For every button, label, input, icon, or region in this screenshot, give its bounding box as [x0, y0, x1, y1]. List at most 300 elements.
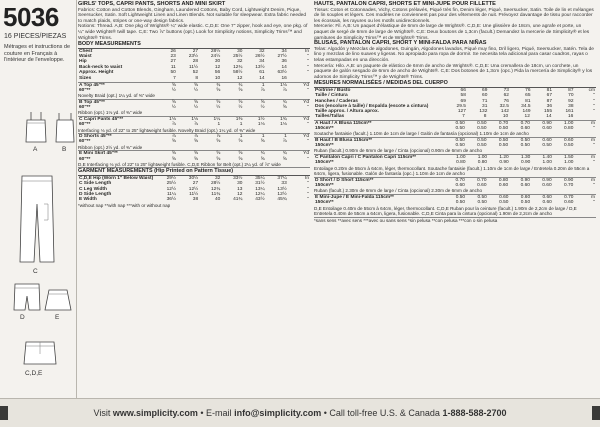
value-cell: 34	[281, 48, 287, 54]
value-cell: 87	[568, 87, 574, 93]
value-cell: 1⅛	[169, 116, 176, 122]
taille-cell: 8	[466, 114, 488, 120]
value-cell: 0.60	[455, 183, 465, 189]
value-cell: 1⅜	[235, 116, 243, 122]
value-cell: 56	[214, 69, 221, 75]
value-cell: ⅝	[194, 82, 199, 88]
yardage-table	[314, 121, 596, 132]
view-a-sketch	[22, 110, 50, 144]
value-cell: 155	[543, 109, 552, 115]
row-label: E Width	[79, 197, 97, 203]
value-cell: ⅞	[194, 122, 199, 128]
french-spanish-footnotes: *sans sens **avec sens ***avec ou sans sens *sin pelusa **con pelusa ***con o sin pelusa	[314, 217, 498, 223]
value-cell: ⅝	[194, 99, 199, 105]
value-cell: 73	[503, 87, 509, 93]
value-cell: 1.00	[564, 160, 574, 166]
row-label: Taille / Cintura	[315, 93, 348, 99]
value-cell: ⅝	[194, 139, 199, 145]
value-cell: 52	[192, 69, 199, 75]
yardage-note: Entoilage 0.20m de 55cm à 64cm, léger, thermocollant. Soutache fantaisie (facult.) 1.10m de 1cm de large / Entretela 0.20m de 55cm a 64cm, ligera, fusionable. Galón de fantasía (opc.) 1.10m de 1cm de ancho	[314, 166, 596, 178]
value-cell: ⅞	[171, 122, 176, 128]
value-cell: "	[593, 160, 595, 166]
value-cell: 0.50	[498, 137, 509, 143]
value-cell: 0.70	[520, 120, 530, 126]
yardage-view-block	[78, 134, 310, 151]
value-cell: 26	[170, 48, 176, 54]
value-cell: "	[593, 143, 595, 149]
value-cell: m	[591, 177, 595, 183]
value-cell: 0.60	[542, 183, 552, 189]
view-cde-sketch	[20, 340, 60, 366]
value-cell: "	[307, 54, 309, 60]
yardage-note: Ribbon (opt.) 1⅛ yd. of ⅜" wide	[78, 110, 310, 117]
value-cell: ½	[194, 87, 199, 93]
value-cell: "	[593, 98, 595, 104]
yardage-note: Ribbon (opt.) 2½ yd. of ⅜" wide	[78, 145, 310, 152]
value-cell: 12	[214, 64, 221, 70]
value-cell: 0.50	[477, 195, 487, 201]
value-cell: 1.00	[477, 155, 488, 161]
value-cell: 23½	[188, 54, 199, 60]
value-cell: 30	[237, 48, 243, 54]
value-cell: 0.60	[520, 125, 530, 131]
spanish-title: BLUSAS, PANTALON CAPRI, SHORT Y MINI-FALDA PARA NIÑAS	[314, 40, 487, 47]
view-a-label: A	[33, 146, 38, 153]
value-cell: 0.60	[542, 195, 552, 201]
value-cell: 0.60	[477, 183, 487, 189]
value-cell: 0.60	[520, 183, 530, 189]
row-label: 150cm**	[315, 200, 334, 206]
telas-text: Telas: Algodón y Mezclas de algodones, Guingán, Algodones lavados, Piqué muy fino, Dril ligero, Piqué, Seersucker, Satén. Tela de lino y mezclas de lino suaves y ligeras. No apropiado para ropa de dormir. Se necesita tela adicional para casar cuadros, rayas o telas estampadas en una dirección.	[314, 46, 594, 63]
value-cell: 23	[170, 54, 176, 60]
value-cell: ¾	[282, 151, 287, 157]
value-cell: ⅝	[171, 82, 176, 88]
value-cell: 30½	[188, 176, 199, 182]
value-cell: 12¾	[210, 186, 221, 192]
value-cell: 11	[170, 64, 176, 70]
value-cell: 1	[239, 134, 243, 140]
value-cell: 76	[525, 87, 531, 93]
value-cell: 76	[503, 98, 509, 104]
value-cell: 12	[237, 191, 243, 197]
value-cell: Yd	[303, 134, 309, 140]
value-cell: ½	[260, 105, 265, 111]
value-cell: 0.50	[455, 125, 465, 131]
value-cell: ½	[194, 105, 199, 111]
value-cell: 58½	[233, 69, 243, 75]
value-cell: ⅝	[238, 156, 243, 162]
value-cell: ⅝	[238, 151, 243, 157]
value-cell: 13½	[255, 64, 265, 70]
view-c-label: C	[33, 268, 38, 275]
left-column	[0, 0, 77, 398]
call-text: • Call toll-free U.S. & Canada	[323, 408, 440, 418]
mercerie-text: Mercerie: Fil. A,B: Un paquet d'élastique de 6mm de large de Wrights®. C,D,E: Une glissière de 18cm, une agrafe et porte, un paquet de sergé de 6mm de large de Wrights®. C,E: Deux boutons de 1,3cm (facult.) Demandez la mercerie de Simplicity® et les garnitures de Simplicity Trims™ et de Wrights® Trims.	[314, 24, 590, 41]
value-cell: 1	[261, 82, 265, 88]
value-cell: 0.90	[499, 160, 509, 166]
mesures-table	[314, 88, 596, 114]
row-label: Hanches / Caderas	[315, 98, 358, 104]
row-label: E Mini-Jupe / E Mini-Falda 115cm**	[315, 195, 394, 201]
value-cell: 1⅛	[280, 122, 287, 128]
value-cell: 0.50	[477, 137, 487, 143]
value-cell: 26½	[255, 54, 265, 60]
value-cell: Yd	[303, 82, 309, 88]
yardage-table	[78, 83, 310, 94]
value-cell: 149	[522, 109, 531, 115]
value-cell: 32	[259, 48, 265, 54]
value-cell: 35¼	[255, 176, 265, 182]
value-cell: ⅝	[216, 87, 221, 93]
sizes-label: Sizes	[78, 76, 155, 82]
value-cell: ⅝	[194, 151, 199, 157]
value-cell: 32	[214, 176, 221, 182]
value-cell: "	[307, 156, 309, 162]
value-cell: m	[591, 120, 595, 126]
row-label: 60"**	[79, 156, 91, 162]
value-cell: 50	[170, 69, 176, 75]
value-cell: 45¾	[277, 197, 287, 203]
value-cell: 1.40	[542, 155, 552, 161]
value-cell: 13½	[277, 186, 287, 192]
value-cell: Yd	[303, 99, 309, 105]
value-cell: 0.60	[498, 183, 509, 189]
value-cell: ⅝	[260, 156, 265, 162]
value-cell: 0.80	[477, 160, 488, 166]
value-cell: 1⅛	[257, 122, 265, 128]
english-column	[78, 2, 310, 398]
mesures-heading: MESURES NORMALISÉES / MEDIDAS DEL CUERPO	[314, 81, 596, 88]
value-cell: 1	[284, 134, 287, 140]
row-label: C Side Length	[79, 181, 112, 187]
yardage-table	[314, 138, 596, 149]
row-label: 60"**	[79, 122, 91, 128]
value-cell: "	[307, 191, 309, 197]
yardage-note: D,E Interfacing ⅛ yd. of 22" to 25" lightweight fusible. C,D,E Ribbon for Belt (opt.) 2¼ yd. of ⅞" wide	[78, 162, 310, 169]
yardage-note: Novelty Braid (opt.) 1¼ yd. of ⅜" wide	[78, 93, 310, 100]
row-label: 60"**	[79, 87, 91, 93]
yardage-table	[78, 100, 310, 111]
taille-cell: 16	[553, 114, 575, 120]
value-cell: ⅝	[260, 99, 265, 105]
value-cell: m	[591, 137, 595, 143]
value-cell: 0.50	[477, 125, 487, 131]
value-cell: 65	[525, 93, 531, 99]
size-cell: 12	[221, 76, 243, 82]
row-label: B Haut / B Blusa 115cm**	[315, 137, 373, 143]
body-measurements-heading: BODY MEASUREMENTS	[78, 42, 310, 49]
value-cell: 0.90	[520, 177, 530, 183]
value-cell: 0.50	[455, 137, 465, 143]
value-cell: 0.60	[564, 137, 574, 143]
row-label: Hip	[79, 59, 87, 65]
value-cell: 0.50	[455, 200, 466, 206]
yardage-table	[78, 117, 310, 128]
row-label: C,D,E Hip (Worn 1" Below Waist)	[79, 176, 154, 182]
value-cell: ¾	[216, 82, 221, 88]
value-cell: ⅝	[171, 139, 176, 145]
row-label: Poitrine / Busto	[315, 87, 351, 93]
value-cell: 61	[259, 69, 265, 75]
value-cell: 0.90	[563, 177, 574, 183]
body-measurement-row	[78, 70, 310, 75]
size-cell: 7	[155, 76, 177, 82]
row-label: A Top 45"**	[79, 82, 105, 88]
value-cell: 1	[239, 122, 243, 128]
taille-cell: 14	[531, 114, 553, 120]
value-cell: 1⅛	[280, 82, 287, 88]
value-cell: 0.70	[455, 177, 465, 183]
value-cell: ⅞	[194, 134, 199, 140]
row-label: B Top 45"**	[79, 99, 105, 105]
view-e-sketch	[44, 288, 72, 312]
size-unit-cell	[288, 76, 310, 82]
garment-measurements-heading: GARMENT MEASUREMENTS (Hip Printed on Pattern Tissue)	[78, 169, 310, 176]
value-cell: 81	[546, 87, 552, 93]
value-cell: 43½	[255, 197, 265, 203]
value-cell: "	[593, 93, 595, 99]
row-label: 150cm**	[315, 160, 334, 166]
value-cell: 71	[482, 98, 488, 104]
value-cell: "	[307, 186, 309, 192]
value-cell: 34.5	[521, 103, 531, 109]
value-cell: 31½	[255, 181, 265, 187]
email-link[interactable]: info@simplicity.com	[234, 408, 322, 418]
value-cell: ⅝	[216, 151, 221, 157]
value-cell: "	[593, 200, 595, 206]
value-cell: 13	[237, 186, 243, 192]
value-cell: 0.60	[520, 195, 531, 201]
value-cell: In	[304, 176, 309, 182]
size-cell: 14	[243, 76, 265, 82]
value-cell: 11¾	[211, 191, 221, 197]
value-cell: 0.50	[520, 137, 530, 143]
value-cell: 1.00	[564, 120, 574, 126]
yardage-note: Ruban (facult.) 0.90m de 6mm de large / Cinta (opcional) 0.90m de 6mm de ancho	[314, 148, 596, 155]
yardage-view-block	[314, 195, 596, 218]
value-cell: "	[307, 197, 309, 203]
value-cell: 38	[568, 103, 574, 109]
value-cell: 30	[237, 181, 243, 187]
value-cell: 127	[457, 109, 466, 115]
value-cell: 13¼	[255, 186, 265, 192]
value-cell: ⅞	[260, 87, 265, 93]
value-cell: 34	[259, 59, 265, 65]
value-cell: 28	[192, 59, 199, 65]
value-cell: 66	[460, 87, 466, 93]
value-cell: ⅞	[171, 134, 176, 140]
value-cell: "	[593, 183, 595, 189]
view-d-label: D	[20, 314, 25, 321]
tailles-label: Tailles/Tallas	[314, 114, 444, 120]
yardage-view-block	[314, 121, 596, 138]
notions-text: Notions: Thread. A,B: One pkg of Wrights® ¼" wide elastic. C,D,E: One 7" zipper, hook and eye, one pkg. of ¼" wide Wrights® twill tape. C,E: Two ⅞" buttons (opt.) Look for Simplicity notions, Simplicity Trims™ and Wrights® Trims.	[78, 24, 308, 41]
yardage-view-block	[78, 83, 310, 100]
value-cell: 0.70	[563, 183, 574, 189]
value-cell: ⅞	[216, 134, 221, 140]
english-footnotes: *without nap **with nap ***with or without nap	[78, 202, 171, 208]
value-cell: "	[593, 125, 595, 131]
phone-number[interactable]: 1-888-588-2700	[442, 408, 507, 418]
value-cell: ⅝	[282, 105, 287, 111]
value-cell: 0.90	[520, 160, 531, 166]
taille-unit-cell	[574, 114, 596, 120]
view-e-label: E	[55, 314, 60, 321]
view-cde-label: C,D,E	[25, 370, 43, 377]
yardage-view-block	[78, 151, 310, 168]
taille-cell: 7	[444, 114, 466, 120]
row-label: Approx. Height	[79, 69, 114, 75]
view-b-label: B	[62, 146, 67, 153]
value-cell: 27	[192, 48, 199, 54]
value-cell: 0.70	[498, 120, 509, 126]
pieces-count: 16 PIECES/PIEZAS	[4, 33, 67, 40]
value-cell: ¾	[282, 99, 287, 105]
email-label: • E-mail	[200, 408, 232, 418]
value-cell: 0.50	[455, 143, 465, 149]
contact-footer	[0, 398, 600, 427]
value-cell: 60	[482, 93, 488, 99]
size-cell: 8	[177, 76, 199, 82]
yardage-note: D,E Entoilage 0.40m de 55cm à 64cm, léger, thermocollant. C,D,E Ruban pour la ceinture (facult.) 1.90m de 2,2cm de large / D,E Entretela 0.40m de 55cm a 64cm, ligera, fusionable. C,D,E Cinta para la cintura (opcional) 1.90m de 2,2cm de ancho	[314, 206, 596, 218]
value-cell: ⅝	[171, 99, 176, 105]
value-cell: 27	[170, 59, 176, 65]
value-cell: 0.80	[456, 160, 466, 166]
value-cell: ⅝	[216, 99, 221, 105]
french-spanish-column	[314, 2, 596, 398]
english-title: GIRLS' TOPS, CAPRI PANTS, SHORTS AND MINI SKIRT	[78, 1, 226, 7]
row-label: Chest	[79, 48, 93, 54]
value-cell: 0.50	[477, 200, 487, 206]
yardage-note: Soutache fantaisie (facult.) 1.10m de 1cm de large / Galón de fantasía (opcional) 1.10m de 1cm de ancho	[314, 131, 596, 138]
value-cell: "	[307, 87, 309, 93]
value-cell: 12¾	[233, 64, 243, 70]
value-cell: 12½	[166, 186, 176, 192]
row-label: E Mini Skirt 45"**	[79, 151, 118, 157]
value-cell: 0.50	[520, 143, 530, 149]
value-cell: 28½	[210, 181, 221, 187]
website-link[interactable]: www.simplicity.com	[112, 408, 198, 418]
value-cell: ⅝	[171, 151, 176, 157]
yardage-note: Interfacing ⅛ yd. of 22" to 25" lightweight fusible. Novelty Braid (opt.) 1¼ yd. of ⅜" wide	[78, 128, 310, 135]
sizes-row	[78, 76, 310, 82]
value-cell: "	[307, 122, 309, 128]
row-label: D Short / D Short 115cm**	[315, 177, 374, 183]
value-cell: ½	[216, 105, 221, 111]
garment-measurements-table	[78, 176, 310, 202]
value-cell: "	[593, 103, 595, 109]
body-measurements-table	[78, 49, 310, 75]
row-label: D Shorts 45"**	[79, 134, 112, 140]
value-cell: 1.00	[456, 155, 466, 161]
value-cell: 12½	[188, 186, 199, 192]
row-label: 150cm**	[315, 125, 334, 131]
value-cell: 0.60	[542, 125, 552, 131]
value-cell: 33½	[233, 176, 243, 182]
value-cell: 1.30	[520, 155, 531, 161]
yardage-table	[78, 134, 310, 145]
row-label: Dos (encolure à taille) / Espalda (escote a cintura)	[315, 103, 429, 109]
yardage-french-spanish	[314, 121, 596, 218]
value-cell: 62	[503, 93, 509, 99]
value-cell: 0.50	[499, 200, 509, 206]
value-cell: Yd	[303, 116, 309, 122]
yardage-table	[78, 151, 310, 162]
value-cell: ⅝	[216, 139, 221, 145]
value-cell: 28½	[210, 48, 221, 54]
value-cell: 132	[479, 109, 488, 115]
tissus-text: Tissus: Coton et Cotonnades, Vichy, Cotons prélavés, Piqué très fin, Denim léger, Piqué, Seersucker, Satin. Toile de lin et mélanges de lin souples et légers. Ces modèles ne conviennent pas pour des vêtements de nuit. Prévoyez davantage de tissu pour raccorder les écossais, les rayures ou les motifs unidirectionnels.	[314, 7, 594, 24]
value-cell: 69	[460, 98, 466, 104]
row-label: 150cm**	[315, 183, 334, 189]
view-c-sketch	[14, 174, 60, 264]
value-cell: 0.90	[542, 177, 552, 183]
yardage-note: Ruban (facult.) 2.30m de 6mm de large / Cinta (opcional) 2.30m de 6mm de ancho	[314, 188, 596, 195]
value-cell: 0.50	[542, 143, 552, 149]
value-cell: 14	[281, 64, 287, 70]
value-cell: m	[591, 195, 595, 201]
value-cell: 58	[460, 93, 466, 99]
value-cell: 32	[237, 59, 243, 65]
merceria-text: Mercería: Hilo. A,B: un paquete de elástico de 6mm de ancho de Wrights®. C,D,E: Una cremallera de 18cm, un corchete, un paquete de galón sesgado de 6mm de ancho de Wrights®. C,E: Dos botones de 1,3cm (opc.) Pida la mercería de Simplicity® y los adornos de Simplicity Trims™ y de Wrights® Trims.	[314, 63, 593, 80]
value-cell: 0.50	[498, 143, 509, 149]
value-cell: 40	[214, 197, 221, 203]
value-cell: ⅝	[194, 156, 199, 162]
row-label: Taille approx. / Altura aprox.	[315, 109, 379, 115]
value-cell: 87	[546, 98, 552, 104]
value-cell: 30	[214, 59, 221, 65]
value-cell: In	[304, 48, 309, 54]
value-cell: 29½	[166, 176, 176, 182]
value-cell: 92	[568, 98, 574, 104]
value-cell: ⅝	[171, 156, 176, 162]
value-cell: 0.90	[542, 120, 552, 126]
yardage-table	[314, 178, 596, 189]
fabrics-text: Fabrics: Cotton and Cotton Blends, Gingham, Laundered Cottons, Baby Cord, Lightweight Denim, Pique, Seersucker, Satin. Soft Lightweight Linen and Linen Blends. Not suitable for sleepwear. Extra fabric needed to match plaids, stripes or one-way design fabrics.	[78, 7, 306, 24]
value-cell: 27	[192, 181, 199, 187]
value-cell: 0.60	[542, 200, 552, 206]
value-cell: 1½	[257, 116, 265, 122]
value-cell: 0.60	[542, 137, 552, 143]
row-label: Back-neck to waist	[79, 64, 123, 70]
value-cell: 36	[281, 59, 287, 65]
value-cell: 12¼	[255, 191, 265, 197]
view-b-sketch	[54, 112, 76, 144]
value-cell: "	[307, 59, 309, 65]
value-cell: 70	[568, 93, 574, 99]
value-cell: ⅝	[238, 87, 243, 93]
value-cell: 1.00	[542, 160, 552, 166]
value-cell: ⅝	[216, 156, 221, 162]
value-cell: "	[307, 64, 309, 70]
row-label: C Capri Pants 45"**	[79, 116, 124, 122]
value-cell: 0.50	[455, 195, 466, 201]
value-cell: m	[591, 155, 595, 161]
value-cell: 11½	[189, 191, 199, 197]
value-cell: 36½	[166, 197, 176, 203]
value-cell: ½	[238, 105, 243, 111]
row-label: 60"**	[79, 105, 91, 111]
value-cell: ½	[171, 87, 176, 93]
value-cell: "	[307, 69, 309, 75]
pattern-number: 5036	[3, 2, 59, 32]
row-label: Waist	[79, 54, 92, 60]
row-label: C Leg Width	[79, 186, 107, 192]
visit-text: Visit	[93, 408, 111, 418]
row-label: A Haut / A Blusa 115cm**	[315, 120, 372, 126]
value-cell: 1⅛	[191, 116, 199, 122]
value-cell: 67	[546, 93, 552, 99]
